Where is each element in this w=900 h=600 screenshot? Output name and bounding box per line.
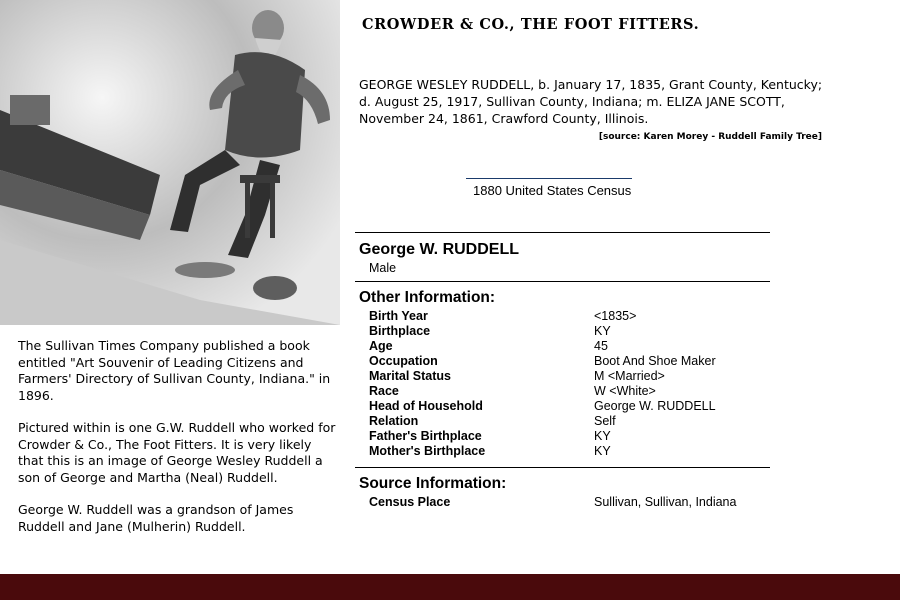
info-value: KY	[594, 444, 611, 458]
info-row	[355, 309, 770, 324]
info-label: Birthplace	[369, 324, 431, 338]
info-row	[355, 429, 770, 444]
other-information-title: Other Information:	[359, 289, 496, 306]
info-row	[355, 324, 770, 339]
info-label: Head of Household	[369, 399, 483, 413]
info-label: Birth Year	[369, 309, 428, 323]
narrative	[18, 338, 336, 551]
info-label: Relation	[369, 414, 419, 428]
info-value: M <Married>	[594, 369, 665, 383]
biography-text: GEORGE WESLEY RUDDELL, b. January 17, 1835, Grant County, Kentucky; d. August 25, 1917, Sullivan County, Indiana; m. ELIZA JANE SCOTT, November 24, 1861, Crawford County, Illinois.	[359, 77, 823, 126]
info-row	[355, 414, 770, 429]
info-label: Father's Birthplace	[369, 429, 482, 443]
info-row	[355, 444, 770, 459]
info-row	[355, 354, 770, 369]
source-note: [source: Karen Morey - Ruddell Family Tree]	[598, 132, 822, 142]
divider	[355, 232, 770, 233]
shoemaker-photo-drawing	[0, 0, 340, 325]
census-record	[355, 232, 770, 510]
info-label: Census Place	[369, 495, 451, 509]
footer-bar	[0, 574, 900, 600]
person-name: George W. RUDDELL	[359, 241, 520, 258]
info-value: KY	[594, 324, 611, 338]
info-value: Boot And Shoe Maker	[594, 354, 716, 368]
info-value: Sullivan, Sullivan, Indiana	[594, 495, 737, 509]
info-row	[355, 369, 770, 384]
divider	[355, 281, 770, 282]
census-heading-rule	[466, 178, 632, 179]
info-value: <1835>	[594, 309, 637, 323]
census-heading: 1880 United States Census	[473, 183, 632, 198]
narrative-paragraph: The Sullivan Times Company published a book entitled "Art Souvenir of Leading Citizens and Farmers' Directory of Sullivan County, Indiana." in 1896.	[18, 338, 331, 403]
info-row	[355, 495, 770, 510]
person-sex: Male	[369, 261, 397, 275]
info-value: 45	[594, 339, 608, 353]
info-label: Occupation	[369, 354, 438, 368]
info-label: Mother's Birthplace	[369, 444, 486, 458]
other-information-list	[355, 309, 770, 459]
info-label: Marital Status	[369, 369, 451, 383]
shoemaker-photo	[0, 0, 340, 325]
info-value: Self	[594, 414, 616, 428]
info-value: W <White>	[594, 384, 656, 398]
info-value: George W. RUDDELL	[594, 399, 716, 413]
info-row	[355, 384, 770, 399]
info-row	[355, 339, 770, 354]
info-value: KY	[594, 429, 611, 443]
narrative-paragraph: George W. Ruddell was a grandson of James Ruddell and Jane (Mulherin) Ruddell.	[18, 502, 294, 534]
info-label: Race	[369, 384, 399, 398]
info-label: Age	[369, 339, 393, 353]
narrative-paragraph: Pictured within is one G.W. Ruddell who worked for Crowder & Co., The Foot Fitters. It is very likely that this is an image of George Wesley Ruddell a son of George and Martha (Neal) Ruddell.	[18, 420, 336, 485]
divider	[355, 467, 770, 468]
source-information-title: Source Information:	[359, 475, 507, 492]
info-row	[355, 399, 770, 414]
masthead-title: CROWDER & CO., THE FOOT FITTERS.	[362, 16, 700, 33]
